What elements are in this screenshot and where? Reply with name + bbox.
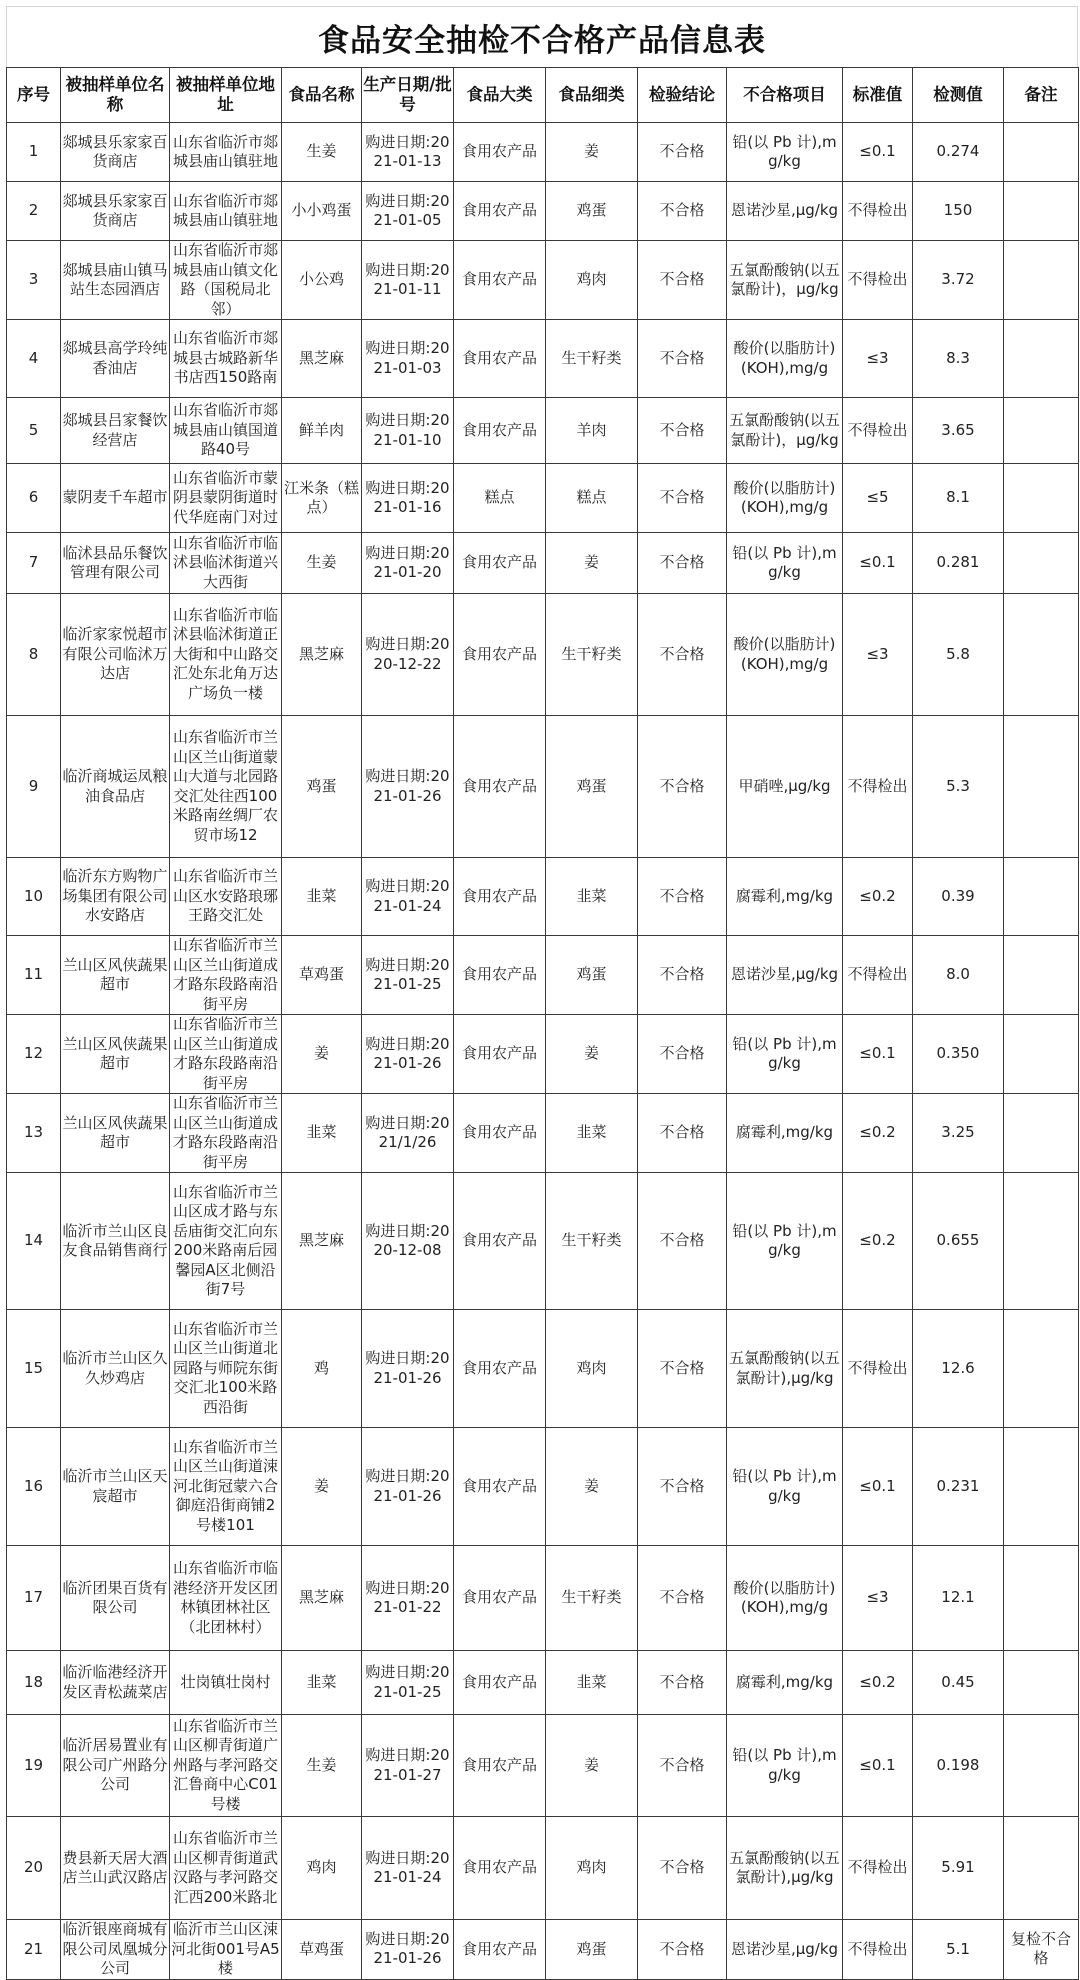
date-cell: 购进日期:2021-01-20 (362, 533, 454, 594)
date-cell: 购进日期:2021/1/26 (362, 1094, 454, 1173)
unit-name-cell: 蒙阴麦千车超市 (61, 464, 170, 533)
serial-cell: 10 (7, 858, 61, 936)
conclusion-cell: 不合格 (638, 1173, 727, 1310)
food-name-cell: 鸡肉 (282, 1817, 362, 1920)
standard-cell: ≤5 (843, 464, 913, 533)
failed-item-cell: 五氯酚酸钠(以五氯酚计)，μg/kg (727, 398, 843, 464)
food-name-cell: 姜 (282, 1015, 362, 1094)
category-cell: 食用农产品 (454, 241, 546, 320)
conclusion-cell: 不合格 (638, 1715, 727, 1817)
note-cell (1004, 858, 1079, 936)
serial-cell: 6 (7, 464, 61, 533)
subcategory-cell: 生干籽类 (546, 594, 638, 716)
food-name-cell: 黑芝麻 (282, 1173, 362, 1310)
note-cell (1004, 716, 1079, 858)
unit-name-cell: 临沂居易置业有限公司广州路分公司 (61, 1715, 170, 1817)
conclusion-cell: 不合格 (638, 1546, 727, 1651)
unit-address-cell: 山东省临沂市兰山区柳青街道武汉路与孝河路交汇西200米路北 (170, 1817, 282, 1920)
date-cell: 购进日期:2021-01-22 (362, 1546, 454, 1651)
measured-value-cell: 12.6 (913, 1310, 1004, 1428)
failed-item-cell: 铅(以 Pb 计),mg/kg (727, 123, 843, 182)
header-standard: 标准值 (843, 68, 913, 123)
unit-name-cell: 临沂市兰山区天宸超市 (61, 1428, 170, 1546)
food-name-cell: 草鸡蛋 (282, 1920, 362, 1980)
measured-value-cell: 5.3 (913, 716, 1004, 858)
failed-item-cell: 铅(以 Pb 计),mg/kg (727, 1428, 843, 1546)
conclusion-cell: 不合格 (638, 1920, 727, 1980)
header-unit-address: 被抽样单位地址 (170, 68, 282, 123)
category-cell: 食用农产品 (454, 1817, 546, 1920)
failed-item-cell: 恩诺沙星,μg/kg (727, 936, 843, 1015)
unit-address-cell: 山东省临沂市兰山区水安路琅琊王路交汇处 (170, 858, 282, 936)
conclusion-cell: 不合格 (638, 1817, 727, 1920)
measured-value-cell: 150 (913, 182, 1004, 241)
date-cell: 购进日期:2021-01-24 (362, 1817, 454, 1920)
category-cell: 食用农产品 (454, 320, 546, 398)
unit-address-cell: 临沂市兰山区涑河北街001号A5楼 (171, 1920, 280, 1977)
failed-item-cell: 酸价(以脂肪计)(KOH),mg/g (727, 320, 843, 398)
failed-item-cell: 五氯酚酸钠(以五氯酚计)，μg/kg (727, 241, 843, 320)
note-cell (1004, 1651, 1079, 1715)
serial-cell: 8 (7, 594, 61, 716)
header-unit-name: 被抽样单位名称 (61, 68, 170, 123)
failed-item-cell: 铅(以 Pb 计),mg/kg (727, 1015, 843, 1094)
food-name-cell: 黑芝麻 (282, 1546, 362, 1651)
serial-cell: 2 (7, 182, 61, 241)
serial-cell: 19 (7, 1715, 61, 1817)
note-cell (1004, 182, 1079, 241)
subcategory-cell: 生干籽类 (546, 1546, 638, 1651)
serial-cell: 14 (7, 1173, 61, 1310)
standard-cell: 不得检出 (843, 936, 913, 1015)
standard-cell: ≤0.1 (843, 533, 913, 594)
date-cell: 购进日期:2021-01-26 (362, 1428, 454, 1546)
food-name-cell: 小小鸡蛋 (282, 182, 362, 241)
conclusion-cell: 不合格 (638, 1094, 727, 1173)
conclusion-cell: 不合格 (638, 594, 727, 716)
measured-value-cell: 3.65 (913, 398, 1004, 464)
measured-value-cell: 8.0 (913, 936, 1004, 1015)
standard-cell: ≤3 (843, 320, 913, 398)
subcategory-cell: 生干籽类 (546, 320, 638, 398)
unit-name-cell: 郯城县乐家家百货商店 (61, 182, 170, 241)
unit-name-cell: 临沂商城运凤粮油食品店 (61, 716, 170, 858)
unit-address-cell: 山东省临沂市兰山区兰山街道成才路东段路南沿街平房 (170, 936, 282, 1015)
conclusion-cell: 不合格 (638, 936, 727, 1015)
measured-value-cell: 8.3 (913, 320, 1004, 398)
date-cell: 购进日期:2021-01-05 (362, 182, 454, 241)
unit-address-cell: 山东省临沂市兰山区柳青街道广州路与孝河路交汇鲁商中心C01号楼 (170, 1715, 282, 1817)
category-cell: 食用农产品 (454, 1173, 546, 1310)
standard-cell: ≤0.1 (843, 1428, 913, 1546)
subcategory-cell: 鸡蛋 (546, 1920, 638, 1980)
conclusion-cell: 不合格 (638, 533, 727, 594)
measured-value-cell: 12.1 (913, 1546, 1004, 1651)
standard-cell: 不得检出 (843, 1817, 913, 1920)
standard-cell: 不得检出 (843, 1920, 913, 1980)
table-row (7, 398, 1079, 464)
conclusion-cell: 不合格 (638, 241, 727, 320)
food-name-cell: 鲜羊肉 (282, 398, 362, 464)
note-cell (1004, 1015, 1079, 1094)
category-cell: 食用农产品 (454, 398, 546, 464)
conclusion-cell: 不合格 (638, 320, 727, 398)
conclusion-cell: 不合格 (638, 716, 727, 858)
unit-name-cell: 临沂市兰山区良友食品销售商行 (61, 1173, 170, 1310)
failed-item-cell: 铅(以 Pb 计),mg/kg (727, 533, 843, 594)
table-row (7, 241, 1079, 320)
failed-item-cell: 五氯酚酸钠(以五氯酚计),μg/kg (727, 1310, 843, 1428)
standard-cell: ≤0.1 (843, 123, 913, 182)
category-cell: 食用农产品 (454, 1920, 546, 1980)
date-cell: 购进日期:2021-01-26 (362, 1015, 454, 1094)
food-name-cell: 韭菜 (282, 1094, 362, 1173)
food-name-cell: 黑芝麻 (282, 594, 362, 716)
table-row (7, 1817, 1079, 1920)
failed-item-cell: 腐霉利,mg/kg (727, 1651, 843, 1715)
measured-value-cell: 8.1 (913, 464, 1004, 533)
failed-item-cell: 铅(以 Pb 计),mg/kg (727, 1715, 843, 1817)
unit-address-cell: 山东省临沂市郯城县庙山镇驻地 (170, 182, 282, 241)
category-cell: 食用农产品 (454, 182, 546, 241)
spreadsheet (6, 6, 1078, 1980)
measured-value-cell: 0.655 (913, 1173, 1004, 1310)
standard-cell: 不得检出 (843, 1310, 913, 1428)
page-title: 食品安全抽检不合格产品信息表 (318, 22, 766, 59)
measured-value-cell: 0.281 (913, 533, 1004, 594)
table-row (7, 320, 1079, 398)
unit-name-cell: 临沂银座商城有限公司凤凰城分公司 (62, 1920, 168, 1977)
date-cell: 购进日期:2021-01-11 (362, 241, 454, 320)
unit-address-cell: 山东省临沂市兰山区兰山街道涑河北街冠蒙六合御庭沿街商铺2号楼101 (170, 1428, 282, 1546)
date-cell: 购进日期:2021-01-03 (362, 320, 454, 398)
table-row (7, 1651, 1079, 1715)
date-cell: 购进日期:2021-01-25 (362, 1651, 454, 1715)
category-cell: 食用农产品 (454, 1015, 546, 1094)
unit-name-cell: 兰山区风侠蔬果超市 (61, 1015, 170, 1094)
measured-value-cell: 0.198 (913, 1715, 1004, 1817)
category-cell: 食用农产品 (454, 533, 546, 594)
standard-cell: ≤0.2 (843, 858, 913, 936)
failed-item-cell: 恩诺沙星,μg/kg (727, 182, 843, 241)
standard-cell: 不得检出 (843, 716, 913, 858)
measured-value-cell: 5.8 (913, 594, 1004, 716)
serial-cell: 17 (7, 1546, 61, 1651)
measured-value-cell: 5.1 (913, 1920, 1004, 1980)
subcategory-cell: 鸡蛋 (546, 936, 638, 1015)
unit-name-cell: 郯城县吕家餐饮经营店 (61, 398, 170, 464)
conclusion-cell: 不合格 (638, 1428, 727, 1546)
failed-item-cell: 酸价(以脂肪计)(KOH),mg/g (727, 594, 843, 716)
serial-cell: 21 (7, 1920, 61, 1980)
conclusion-cell: 不合格 (638, 123, 727, 182)
failed-item-cell: 腐霉利,mg/kg (727, 1094, 843, 1173)
unit-address-cell: 山东省临沂市兰山区成才路与东岳庙街交汇向东200米路南后园馨园A区北侧沿街7号 (170, 1173, 282, 1310)
unit-name-cell: 临沂东方购物广场集团有限公司水安路店 (61, 858, 170, 936)
date-cell: 购进日期:2021-01-26 (362, 716, 454, 858)
table-body (7, 123, 1079, 1980)
standard-cell: ≤0.2 (843, 1173, 913, 1310)
header-food-name: 食品名称 (282, 68, 362, 123)
table-row (7, 936, 1079, 1015)
note-cell (1004, 464, 1079, 533)
unit-address-cell: 山东省临沂市郯城县古城路新华书店西150路南 (170, 320, 282, 398)
date-cell: 购进日期:2021-01-25 (362, 936, 454, 1015)
date-cell: 购进日期:2021-01-27 (362, 1715, 454, 1817)
category-cell: 食用农产品 (454, 1428, 546, 1546)
failed-item-cell: 恩诺沙星,μg/kg (727, 1920, 843, 1980)
failed-item-cell: 甲硝唑,μg/kg (727, 716, 843, 858)
failed-item-cell: 酸价(以脂肪计)(KOH),mg/g (727, 1546, 843, 1651)
food-name-cell: 生姜 (282, 533, 362, 594)
unit-name-cell: 郯城县庙山镇马站生态园酒店 (61, 241, 170, 320)
unit-address-cell: 山东省临沂市郯城县庙山镇驻地 (170, 123, 282, 182)
table-row (7, 858, 1079, 936)
conclusion-cell: 不合格 (638, 1015, 727, 1094)
failed-item-cell: 铅(以 Pb 计),mg/kg (727, 1173, 843, 1310)
unit-name-cell: 郯城县乐家家百货商店 (61, 123, 170, 182)
unit-name-cell: 临沂市兰山区久久炒鸡店 (61, 1310, 170, 1428)
serial-cell: 13 (7, 1094, 61, 1173)
serial-cell: 12 (7, 1015, 61, 1094)
food-name-cell: 韭菜 (282, 1651, 362, 1715)
food-name-cell: 草鸡蛋 (282, 936, 362, 1015)
unit-address-cell: 山东省临沂市郯城县庙山镇国道路40号 (170, 398, 282, 464)
header-food-subcategory: 食品细类 (546, 68, 638, 123)
measured-value-cell: 0.350 (913, 1015, 1004, 1094)
date-cell: 购进日期:2021-01-24 (362, 858, 454, 936)
standard-cell: ≤0.2 (843, 1651, 913, 1715)
serial-cell: 1 (7, 123, 61, 182)
serial-cell: 20 (7, 1817, 61, 1920)
food-name-cell: 生姜 (282, 123, 362, 182)
measured-value-cell: 3.72 (913, 241, 1004, 320)
note-cell (1004, 1310, 1079, 1428)
conclusion-cell: 不合格 (638, 1651, 727, 1715)
header-failed-item: 不合格项目 (727, 68, 843, 123)
food-name-cell: 黑芝麻 (282, 320, 362, 398)
table-row (7, 464, 1079, 533)
food-name-cell: 江米条（糕点） (282, 464, 362, 533)
note-cell (1004, 1715, 1079, 1817)
standard-cell: 不得检出 (843, 182, 913, 241)
unit-name-cell: 兰山区风侠蔬果超市 (61, 1094, 170, 1173)
subcategory-cell: 鸡肉 (546, 1310, 638, 1428)
standard-cell: ≤0.2 (843, 1094, 913, 1173)
unit-address-cell: 山东省临沂市兰山区兰山街道成才路东段路南沿街平房 (170, 1015, 282, 1094)
standard-cell: 不得检出 (843, 398, 913, 464)
date-cell: 购进日期:2021-01-26 (362, 1920, 454, 1980)
category-cell: 食用农产品 (454, 716, 546, 858)
note-cell (1004, 533, 1079, 594)
unqualified-products-table (6, 67, 1079, 1980)
measured-value-cell: 3.25 (913, 1094, 1004, 1173)
table-row (7, 1715, 1079, 1817)
note-cell (1004, 241, 1079, 320)
failed-item-cell: 五氯酚酸钠(以五氯酚计),μg/kg (727, 1817, 843, 1920)
subcategory-cell: 鸡肉 (546, 1817, 638, 1920)
note-cell (1004, 1173, 1079, 1310)
serial-cell: 16 (7, 1428, 61, 1546)
title-cell (6, 6, 1078, 67)
subcategory-cell: 韭菜 (546, 858, 638, 936)
category-cell: 食用农产品 (454, 858, 546, 936)
standard-cell: 不得检出 (843, 241, 913, 320)
unit-address-cell: 山东省临沂市临港经济开发区团林镇团林社区（北团林村） (170, 1546, 282, 1651)
unit-address-cell: 壮岗镇壮岗村 (170, 1651, 282, 1715)
header-note: 备注 (1004, 68, 1079, 123)
serial-cell: 7 (7, 533, 61, 594)
standard-cell: ≤0.1 (843, 1715, 913, 1817)
unit-name-cell: 临沭县品乐餐饮管理有限公司 (61, 533, 170, 594)
header-serial: 序号 (7, 68, 61, 123)
date-cell: 购进日期:2021-01-13 (362, 123, 454, 182)
table-row (7, 123, 1079, 182)
date-cell: 购进日期:2020-12-08 (362, 1173, 454, 1310)
food-name-cell: 鸡蛋 (282, 716, 362, 858)
table-row (7, 182, 1079, 241)
unit-address-cell: 山东省临沂市临沭县临沭街道兴大西街 (170, 533, 282, 594)
unit-name-cell: 兰山区风侠蔬果超市 (61, 936, 170, 1015)
unit-address-cell: 山东省临沂市兰山区兰山街道北园路与师院东街交汇北100米路西沿街 (170, 1310, 282, 1428)
serial-cell: 3 (7, 241, 61, 320)
table-row (7, 594, 1079, 716)
unit-name-cell: 费县新天居大酒店兰山武汉路店 (61, 1817, 170, 1920)
subcategory-cell: 鸡蛋 (546, 182, 638, 241)
table-row (7, 1920, 1079, 1980)
category-cell: 食用农产品 (454, 1651, 546, 1715)
header-production-date: 生产日期/批号 (362, 68, 454, 123)
conclusion-cell: 不合格 (638, 858, 727, 936)
date-cell: 购进日期:2021-01-16 (362, 464, 454, 533)
food-name-cell: 鸡 (282, 1310, 362, 1428)
unit-name-cell: 临沂临港经济开发区青松蔬菜店 (61, 1651, 170, 1715)
measured-value-cell: 0.39 (913, 858, 1004, 936)
date-cell: 购进日期:2021-01-26 (362, 1310, 454, 1428)
conclusion-cell: 不合格 (638, 182, 727, 241)
date-cell: 购进日期:2020-12-22 (362, 594, 454, 716)
food-name-cell: 姜 (282, 1428, 362, 1546)
category-cell: 食用农产品 (454, 1546, 546, 1651)
header-food-category: 食品大类 (454, 68, 546, 123)
standard-cell: ≤3 (843, 1546, 913, 1651)
unit-name-cell: 郯城县高学玲纯香油店 (61, 320, 170, 398)
subcategory-cell: 姜 (546, 1715, 638, 1817)
note-cell: 复检不合格 (1004, 1920, 1079, 1980)
category-cell: 食用农产品 (454, 936, 546, 1015)
serial-cell: 5 (7, 398, 61, 464)
subcategory-cell: 姜 (546, 533, 638, 594)
unit-address-cell: 山东省临沂市郯城县庙山镇文化路（国税局北邻） (170, 241, 282, 320)
note-cell (1004, 1094, 1079, 1173)
unit-address-cell: 山东省临沂市临沭县临沭街道正大街和中山路交汇处东北角万达广场负一楼 (170, 594, 282, 716)
measured-value-cell: 0.274 (913, 123, 1004, 182)
subcategory-cell: 姜 (546, 123, 638, 182)
table-row (7, 1173, 1079, 1310)
category-cell: 食用农产品 (454, 1310, 546, 1428)
serial-cell: 11 (7, 936, 61, 1015)
header-row (7, 68, 1079, 123)
table-row (7, 1015, 1079, 1094)
table-row (7, 1094, 1079, 1173)
unit-name-cell: 临沂团果百货有限公司 (61, 1546, 170, 1651)
table-row (7, 533, 1079, 594)
measured-value-cell: 5.91 (913, 1817, 1004, 1920)
note-cell (1004, 320, 1079, 398)
conclusion-cell: 不合格 (638, 398, 727, 464)
table-row (7, 1428, 1079, 1546)
category-cell: 糕点 (454, 464, 546, 533)
note-cell (1004, 1817, 1079, 1920)
note-cell (1004, 594, 1079, 716)
food-name-cell: 生姜 (282, 1715, 362, 1817)
subcategory-cell: 生干籽类 (546, 1173, 638, 1310)
table-row (7, 1310, 1079, 1428)
conclusion-cell: 不合格 (638, 1310, 727, 1428)
header-measured: 检测值 (913, 68, 1004, 123)
table-row (7, 716, 1079, 858)
subcategory-cell: 韭菜 (546, 1094, 638, 1173)
serial-cell: 4 (7, 320, 61, 398)
subcategory-cell: 姜 (546, 1428, 638, 1546)
category-cell: 食用农产品 (454, 123, 546, 182)
note-cell (1004, 1546, 1079, 1651)
food-name-cell: 韭菜 (282, 858, 362, 936)
standard-cell: ≤0.1 (843, 1015, 913, 1094)
note-cell (1004, 123, 1079, 182)
serial-cell: 9 (7, 716, 61, 858)
subcategory-cell: 姜 (546, 1015, 638, 1094)
standard-cell: ≤3 (843, 594, 913, 716)
serial-cell: 18 (7, 1651, 61, 1715)
unit-address-cell: 山东省临沂市兰山区兰山街道蒙山大道与北园路交汇处往西100米路南丝绸厂农贸市场12 (170, 716, 282, 858)
serial-cell: 15 (7, 1310, 61, 1428)
conclusion-cell: 不合格 (638, 464, 727, 533)
header-conclusion: 检验结论 (638, 68, 727, 123)
subcategory-cell: 韭菜 (546, 1651, 638, 1715)
category-cell: 食用农产品 (454, 594, 546, 716)
subcategory-cell: 羊肉 (546, 398, 638, 464)
category-cell: 食用农产品 (454, 1715, 546, 1817)
note-cell (1004, 1428, 1079, 1546)
failed-item-cell: 腐霉利,mg/kg (727, 858, 843, 936)
measured-value-cell: 0.231 (913, 1428, 1004, 1546)
note-cell (1004, 936, 1079, 1015)
table-row (7, 1546, 1079, 1651)
category-cell: 食用农产品 (454, 1094, 546, 1173)
date-cell: 购进日期:2021-01-10 (362, 398, 454, 464)
subcategory-cell: 糕点 (546, 464, 638, 533)
note-cell (1004, 398, 1079, 464)
subcategory-cell: 鸡肉 (546, 241, 638, 320)
subcategory-cell: 鸡蛋 (546, 716, 638, 858)
measured-value-cell: 0.45 (913, 1651, 1004, 1715)
unit-address-cell: 山东省临沂市蒙阴县蒙阴街道时代华庭南门对过 (170, 464, 282, 533)
food-name-cell: 小公鸡 (282, 241, 362, 320)
unit-address-cell: 山东省临沂市兰山区兰山街道成才路东段路南沿街平房 (170, 1094, 282, 1173)
failed-item-cell: 酸价(以脂肪计)(KOH),mg/g (727, 464, 843, 533)
unit-name-cell: 临沂家家悦超市有限公司临沭万达店 (61, 594, 170, 716)
